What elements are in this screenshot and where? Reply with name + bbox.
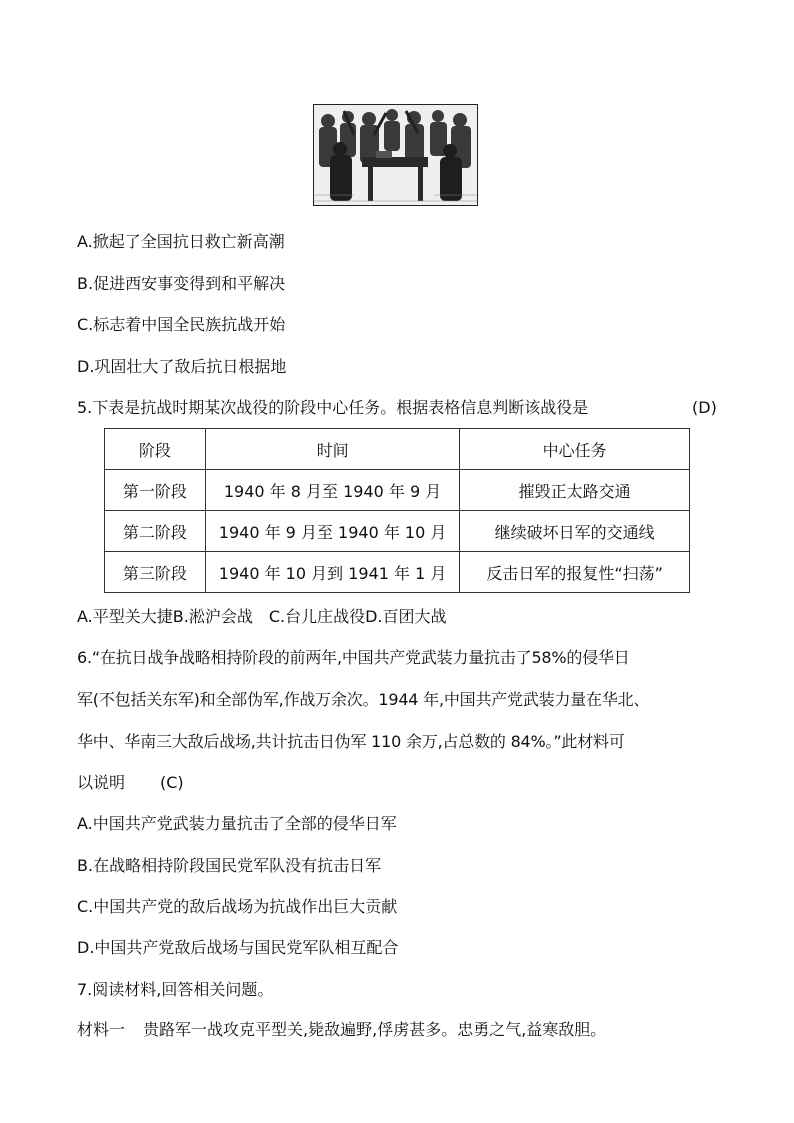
q6-option-b: B.在战略相持阶段国民党军队没有抗击日军 [77,856,382,875]
q6-option-c: C.中国共产党的敌后战场为抗战作出巨大贡献 [77,897,398,916]
q6-answer: (C) [160,773,184,792]
table-header-cell: 中心任务 [460,429,690,470]
q6-option-a: A.中国共产党武装力量抗击了全部的侵华日军 [77,814,397,833]
table-row [105,552,690,593]
table-header-cell: 时间 [205,429,460,470]
table-cell: 第三阶段 [105,552,206,593]
material-label: 材料一 [77,1020,126,1039]
campaign-stage-table [104,428,690,593]
q7-material-one [77,1019,606,1041]
table-cell: 反击日军的报复性“扫荡” [460,552,690,593]
q6-option-d: D.中国共产党敌后战场与国民党军队相互配合 [77,938,399,957]
q6-stem-line-2: 军(不包括关东军)和全部伪军,作战万余次。1944 年,中国共产党武装力量在华北、 [77,690,650,709]
q4-option-a: A.掀起了全国抗日救亡新高潮 [77,232,285,251]
historical-illustration [313,104,478,206]
table-row [105,470,690,511]
q4-option-b: B.促进西安事变得到和平解决 [77,274,286,293]
table-header-row [105,429,690,470]
table-cell: 摧毁正太路交通 [460,470,690,511]
q4-option-d: D.巩固壮大了敌后抗日根据地 [77,357,287,376]
table-cell: 1940 年 10 月到 1941 年 1 月 [205,552,460,593]
q6-stem-line-3: 华中、华南三大敌后战场,共计抗击日伪军 110 余万,占总数的 84%。”此材料可 [77,732,625,751]
table-cell: 继续破坏日军的交通线 [460,511,690,552]
table-cell: 1940 年 8 月至 1940 年 9 月 [205,470,460,511]
q5-stem: 5.下表是抗战时期某次战役的阶段中心任务。根据表格信息判断该战役是 [77,398,589,417]
table-cell: 1940 年 9 月至 1940 年 10 月 [205,511,460,552]
table-header-cell: 阶段 [105,429,206,470]
table-cell: 第二阶段 [105,511,206,552]
q6-stem-line-1: 6.“在抗日战争战略相持阶段的前两年,中国共产党武装力量抗击了58%的侵华日 [77,648,630,667]
q4-option-c: C.标志着中国全民族抗战开始 [77,315,286,334]
q7-stem: 7.阅读材料,回答相关问题。 [77,980,274,999]
q5-options: A.平型关大捷B.淞沪会战 C.台儿庄战役D.百团大战 [77,607,447,626]
material-text: 贵路军一战攻克平型关,毙敌遍野,俘虏甚多。忠勇之气,益寒敌胆。 [143,1020,607,1039]
table-cell: 第一阶段 [105,470,206,511]
woodcut-figure-drawing [314,105,477,205]
q6-stem-line-4: 以说明 [77,773,126,792]
q5-answer: (D) [692,398,717,417]
table-row [105,511,690,552]
